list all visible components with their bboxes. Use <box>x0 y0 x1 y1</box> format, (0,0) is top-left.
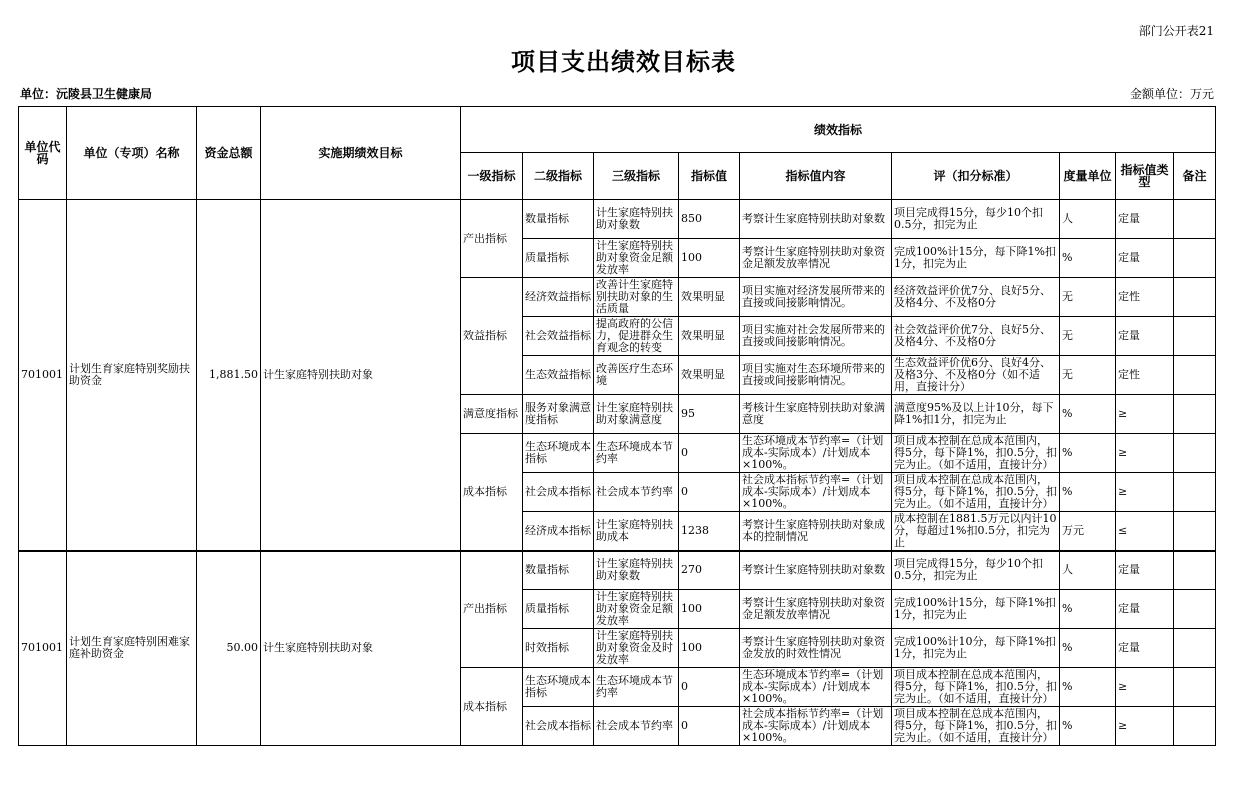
indicator-value: 100 <box>679 590 740 629</box>
indicator-remark <box>1174 551 1216 590</box>
indicator-value: 270 <box>679 551 740 590</box>
table-row <box>19 551 1216 590</box>
indicator-value: 0 <box>679 434 740 473</box>
indicator-content: 社会成本指标节约率=（计划成本-实际成本）/计划成本×100%。 <box>740 473 892 512</box>
indicator-l3: 生态环境成本节约率 <box>594 434 679 473</box>
indicator-remark <box>1174 473 1216 512</box>
indicator-remark <box>1174 590 1216 629</box>
indicator-remark <box>1174 278 1216 317</box>
indicator-vtype: 定性 <box>1116 278 1174 317</box>
indicator-l1: 满意度指标 <box>461 395 523 434</box>
indicator-content: 考察计生家庭特别扶助对象成本的控制情况 <box>740 512 892 551</box>
indicator-value: 效果明显 <box>679 317 740 356</box>
indicator-l2: 生态效益指标 <box>523 356 594 395</box>
header-l2: 二级指标 <box>523 153 594 200</box>
header-score: 评（扣分标准） <box>892 153 1060 200</box>
indicator-measure: % <box>1060 707 1116 746</box>
indicator-l3: 计生家庭特别扶助对象资金足额发放率 <box>594 590 679 629</box>
indicator-score: 生态效益评价优6分、良好4分、及格3分、不及格0分（如不适用，直接计分） <box>892 356 1060 395</box>
indicator-remark <box>1174 200 1216 239</box>
indicator-score: 满意度95%及以上计10分，每下降1%扣1分，扣完为止 <box>892 395 1060 434</box>
indicator-content: 生态环境成本节约率=（计划成本-实际成本）/计划成本×100%。 <box>740 668 892 707</box>
indicator-score: 完成100%计10分，每下降1%扣1分，扣完为止 <box>892 629 1060 668</box>
indicator-content: 考察计生家庭特别扶助对象数 <box>740 200 892 239</box>
indicator-remark <box>1174 395 1216 434</box>
indicator-value: 100 <box>679 239 740 278</box>
indicator-measure: 无 <box>1060 278 1116 317</box>
indicator-l3: 计生家庭特别扶助对象资金足额发放率 <box>594 239 679 278</box>
indicator-value: 0 <box>679 668 740 707</box>
header-name: 单位（专项）名称 <box>67 107 197 200</box>
project-goal: 计生家庭特别扶助对象 <box>261 551 461 746</box>
indicator-value: 0 <box>679 473 740 512</box>
indicator-measure: % <box>1060 239 1116 278</box>
indicator-l2: 质量指标 <box>523 239 594 278</box>
indicator-score: 社会效益评价优7分、良好5分、及格4分、不及格0分 <box>892 317 1060 356</box>
indicator-l2: 质量指标 <box>523 590 594 629</box>
header-content: 指标值内容 <box>740 153 892 200</box>
indicator-measure: % <box>1060 395 1116 434</box>
indicator-measure: 无 <box>1060 356 1116 395</box>
indicator-content: 考察计生家庭特别扶助对象资金发放的时效性情况 <box>740 629 892 668</box>
indicator-vtype: 定量 <box>1116 629 1174 668</box>
indicator-l3: 计生家庭特别扶助对象满意度 <box>594 395 679 434</box>
indicator-l3: 计生家庭特别扶助对象数 <box>594 200 679 239</box>
indicator-score: 完成100%计15分，每下降1%扣1分，扣完为止 <box>892 239 1060 278</box>
header-l1: 一级指标 <box>461 153 523 200</box>
indicator-l2: 经济成本指标 <box>523 512 594 551</box>
indicator-score: 项目完成得15分，每少10个扣0.5分，扣完为止 <box>892 551 1060 590</box>
indicator-vtype: 定量 <box>1116 551 1174 590</box>
indicator-content: 考核计生家庭特别扶助对象满意度 <box>740 395 892 434</box>
header-l3: 三级指标 <box>594 153 679 200</box>
indicator-score: 项目成本控制在总成本范围内，得5分，每下降1%，扣0.5分，扣完为止。（如不适用，直接计分） <box>892 668 1060 707</box>
indicator-score: 经济效益评价优7分、良好5分、及格4分、不及格0分 <box>892 278 1060 317</box>
performance-table <box>18 106 1216 746</box>
form-number: 部门公开表21 <box>1138 24 1214 38</box>
header-goal: 实施期绩效目标 <box>261 107 461 200</box>
table-row <box>19 200 1216 239</box>
indicator-remark <box>1174 239 1216 278</box>
indicator-l3: 计生家庭特别扶助对象资金及时发放率 <box>594 629 679 668</box>
indicator-measure: 人 <box>1060 200 1116 239</box>
indicator-value: 效果明显 <box>679 356 740 395</box>
project-name: 计划生育家庭特别奖励扶助资金 <box>67 200 197 551</box>
header-vtype: 指标值类型 <box>1116 153 1174 200</box>
project-amount: 50.00 <box>197 551 261 746</box>
indicator-measure: % <box>1060 473 1116 512</box>
indicator-content: 社会成本指标节约率=（计划成本-实际成本）/计划成本×100%。 <box>740 707 892 746</box>
indicator-l3: 计生家庭特别扶助成本 <box>594 512 679 551</box>
indicator-vtype: 定量 <box>1116 590 1174 629</box>
indicator-measure: 人 <box>1060 551 1116 590</box>
header-remark: 备注 <box>1174 153 1216 200</box>
indicator-remark <box>1174 356 1216 395</box>
indicator-score: 项目完成得15分，每少10个扣0.5分，扣完为止 <box>892 200 1060 239</box>
indicator-remark <box>1174 434 1216 473</box>
indicator-l1: 产出指标 <box>461 551 523 668</box>
page-title: 项目支出绩效目标表 <box>511 48 736 76</box>
indicator-l2: 生态环境成本指标 <box>523 434 594 473</box>
indicator-remark <box>1174 512 1216 551</box>
indicator-l1: 产出指标 <box>461 200 523 278</box>
header-amount: 资金总额 <box>197 107 261 200</box>
indicator-score: 成本控制在1881.5万元以内计10分，每超过1%扣0.5分，扣完为止 <box>892 512 1060 551</box>
indicator-content: 考察计生家庭特别扶助对象资金足额发放率情况 <box>740 239 892 278</box>
indicator-vtype: ≤ <box>1116 512 1174 551</box>
indicator-measure: % <box>1060 629 1116 668</box>
indicator-l2: 社会成本指标 <box>523 473 594 512</box>
indicator-vtype: 定量 <box>1116 200 1174 239</box>
indicator-l1: 效益指标 <box>461 278 523 395</box>
indicator-l2: 数量指标 <box>523 551 594 590</box>
indicator-score: 项目成本控制在总成本范围内，得5分，每下降1%，扣0.5分，扣完为止。（如不适用，直接计分） <box>892 473 1060 512</box>
indicator-value: 效果明显 <box>679 278 740 317</box>
indicator-vtype: 定量 <box>1116 239 1174 278</box>
indicator-l3: 社会成本节约率 <box>594 707 679 746</box>
indicator-l2: 社会成本指标 <box>523 707 594 746</box>
indicator-measure: % <box>1060 590 1116 629</box>
indicator-value: 100 <box>679 629 740 668</box>
indicator-content: 项目实施对生态环境所带来的直接或间接影响情况。 <box>740 356 892 395</box>
indicator-score: 完成100%计15分，每下降1%扣1分，扣完为止 <box>892 590 1060 629</box>
indicator-l3: 计生家庭特别扶助对象数 <box>594 551 679 590</box>
header-value: 指标值 <box>679 153 740 200</box>
project-code: 701001 <box>19 551 67 746</box>
indicator-remark <box>1174 317 1216 356</box>
indicator-vtype: ≥ <box>1116 707 1174 746</box>
indicator-l2: 社会效益指标 <box>523 317 594 356</box>
indicator-l3: 改善计生家庭特别扶助对象的生活质量 <box>594 278 679 317</box>
indicator-measure: % <box>1060 668 1116 707</box>
indicator-l3: 社会成本节约率 <box>594 473 679 512</box>
indicator-score: 项目成本控制在总成本范围内，得5分，每下降1%，扣0.5分，扣完为止。（如不适用，直接计分） <box>892 434 1060 473</box>
indicator-remark <box>1174 668 1216 707</box>
indicator-l2: 生态环境成本指标 <box>523 668 594 707</box>
header-indicators: 绩效指标 <box>461 107 1216 153</box>
indicator-content: 项目实施对经济发展所带来的直接或间接影响情况。 <box>740 278 892 317</box>
indicator-l2: 时效指标 <box>523 629 594 668</box>
indicator-vtype: ≥ <box>1116 473 1174 512</box>
indicator-value: 95 <box>679 395 740 434</box>
indicator-l2: 数量指标 <box>523 200 594 239</box>
indicator-l1: 成本指标 <box>461 434 523 551</box>
indicator-vtype: ≥ <box>1116 395 1174 434</box>
unit-label: 单位：沅陵县卫生健康局 <box>20 87 153 101</box>
indicator-value: 0 <box>679 707 740 746</box>
indicator-remark <box>1174 629 1216 668</box>
indicator-l3: 生态环境成本节约率 <box>594 668 679 707</box>
indicator-content: 考察计生家庭特别扶助对象数 <box>740 551 892 590</box>
table-body <box>19 200 1216 746</box>
indicator-measure: 无 <box>1060 317 1116 356</box>
indicator-content: 项目实施对社会发展所带来的直接或间接影响情况。 <box>740 317 892 356</box>
indicator-l2: 服务对象满意度指标 <box>523 395 594 434</box>
header-code: 单位代码 <box>19 107 67 200</box>
indicator-content: 考察计生家庭特别扶助对象资金足额发放率情况 <box>740 590 892 629</box>
project-name: 计划生育家庭特别困难家庭补助资金 <box>67 551 197 746</box>
indicator-score: 项目成本控制在总成本范围内，得5分，每下降1%，扣0.5分，扣完为止。（如不适用，直接计分） <box>892 707 1060 746</box>
indicator-value: 850 <box>679 200 740 239</box>
project-goal: 计生家庭特别扶助对象 <box>261 200 461 551</box>
indicator-vtype: 定量 <box>1116 317 1174 356</box>
indicator-vtype: ≥ <box>1116 434 1174 473</box>
indicator-l2: 经济效益指标 <box>523 278 594 317</box>
indicator-vtype: 定性 <box>1116 356 1174 395</box>
indicator-remark <box>1174 707 1216 746</box>
indicator-l3: 提高政府的公信力，促进群众生育观念的转变 <box>594 317 679 356</box>
indicator-l1: 成本指标 <box>461 668 523 746</box>
indicator-measure: 万元 <box>1060 512 1116 551</box>
indicator-l3: 改善医疗生态环境 <box>594 356 679 395</box>
money-unit-label: 金额单位：万元 <box>1129 87 1214 101</box>
indicator-content: 生态环境成本节约率=（计划成本-实际成本）/计划成本×100%。 <box>740 434 892 473</box>
project-code: 701001 <box>19 200 67 551</box>
indicator-vtype: ≥ <box>1116 668 1174 707</box>
indicator-measure: % <box>1060 434 1116 473</box>
indicator-value: 1238 <box>679 512 740 551</box>
header-measure: 度量单位 <box>1060 153 1116 200</box>
project-amount: 1,881.50 <box>197 200 261 551</box>
